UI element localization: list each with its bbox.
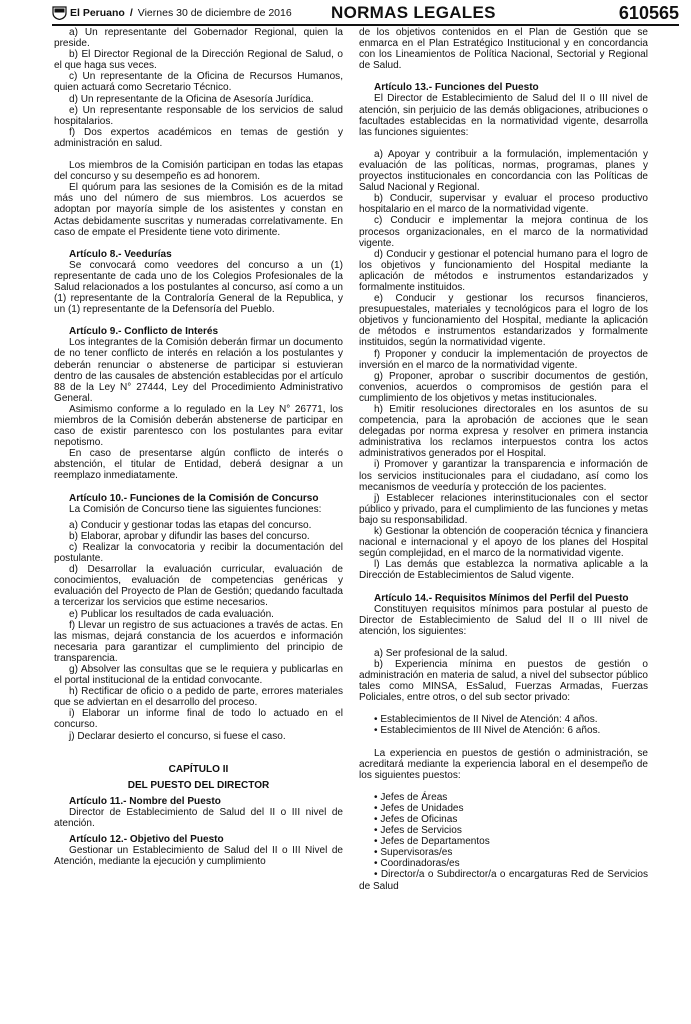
paragraph: Director de Establecimiento de Salud del II o III nivel de atención. — [54, 806, 343, 829]
coat-of-arms-icon — [52, 6, 67, 20]
function-item: d) Conducir y gestionar el potencial humano para el logro de los objetivos y funcionamiento del Hospital mediante la aplicación de métodos e instrumentos estandarizados y formalmente instituidos. — [359, 248, 648, 293]
article-10-heading: Artículo 10.- Funciones de la Comisión de Concurso — [69, 492, 319, 504]
function-item: f) Llevar un registro de sus actuaciones a través de actas. En las mismas, dejará constancia de los acuerdos e información necesaria para garantizar el cumplimiento del principio de transparencia. — [54, 619, 343, 664]
article-12-heading: Artículo 12.- Objetivo del Puesto — [69, 834, 224, 846]
function-item: g) Proponer, aprobar o suscribir documentos de gestión, convenios, acuerdos o compromisos de gestión para el cumplimiento de los objetivos y metas institucionales. — [359, 370, 648, 404]
article-14-heading: Artículo 14.- Requisitos Mínimos del Perfil del Puesto — [374, 592, 629, 604]
list-item: • Jefes de Departamentos — [359, 836, 648, 847]
function-item: c) Conducir e implementar la mejora continua de los procesos organizacionales, en el marco de la normatividad vigente. — [359, 215, 648, 249]
function-item: j) Declarar desierto el concurso, si fuese el caso. — [69, 730, 286, 742]
function-item: b) Conducir, supervisar y evaluar el proceso productivo hospitalario en el marco de la normatividad vigente. — [359, 193, 648, 216]
chapter-title: DEL PUESTO DEL DIRECTOR — [127, 779, 270, 791]
list-item: • Jefes de Unidades — [359, 803, 648, 814]
paragraph: Asimismo conforme a lo regulado en la Ley N° 26771, los miembros de la Comisión deberán abstenerse de participar en caso de existir parentesco con los postulantes para evitar nepotismo. — [54, 403, 343, 449]
commission-member-f: f) Dos expertos académicos en temas de gestión y administración en salud. — [54, 126, 343, 149]
function-item: a) Conducir y gestionar todas las etapas del concurso. — [69, 519, 312, 531]
commission-member-c: c) Un representante de la Oficina de Recursos Humanos, quien actuará como Secretario Técnico. — [54, 71, 343, 94]
commission-member-d: d) Un representante de la Oficina de Asesoría Jurídica. — [69, 93, 314, 105]
issue-date: Viernes 30 de diciembre de 2016 — [137, 7, 292, 19]
section-title: NORMAS LEGALES — [331, 3, 496, 22]
paragraph: El quórum para las sesiones de la Comisión es de la mitad más uno del número de sus miembros. Los acuerdos se adoptan por mayoría simple de los asistentes y constan en Actas debidamente suscritas y numeradas correlativamente. En caso de empate el Presidente tiene voto dirimente. — [54, 182, 343, 238]
page-header — [52, 2, 679, 26]
function-item: e) Conducir y gestionar los recursos financieros, presupuestales, materiales y tecnológicos para el logro de los objetivos y funcionamiento del Hospital, mediante la aplicación de métodos e instrumentos estandarizados y formalmente instituidos, según la normatividad vigente. — [359, 293, 648, 349]
function-item: h) Emitir resoluciones directorales en los asuntos de su competencia, para la aprobación de acciones que le sean delegadas por norma expresa y resolver en primera instancia administrativa los reclamos interpuestos contra los actos administrativos generados por el Hospital. — [359, 404, 648, 460]
requirement-item: a) Ser profesional de la salud. — [374, 647, 508, 659]
chapter-heading: CAPÍTULO II — [168, 763, 229, 775]
article-11-heading: Artículo 11.- Nombre del Puesto — [69, 795, 221, 807]
paragraph: Se convocará como veedores del concurso a un (1) representante de cada uno de los Colegios Profesionales de la Salud relacionados a los postulantes al concurso, así como a un (1) representante de la Contraloría General de la Republica, y un (1) representante de la Defensoría del Pueblo. — [54, 259, 343, 316]
list-item: • Jefes de Oficinas — [359, 814, 648, 825]
right-column — [359, 27, 648, 892]
paragraph: Los integrantes de la Comisión deberán firmar un documento de no tener conflicto de interés en relación a los postulantes y deberán renunciar o abstenerse de participar si estuvieran dentro de las causales de abstención establecidas por el artículo 88 de la Ley N° 27444, Ley del Procedimiento Administrativo General. — [54, 337, 343, 404]
function-item: k) Gestionar la obtención de cooperación técnica y financiera nacional e internacional y el apoyo de los planes del Hospital según complejidad, en el marco de la normatividad vigente. — [359, 526, 648, 560]
article-9-heading: Artículo 9.- Conflicto de Interés — [69, 326, 219, 338]
experience-years-list — [359, 714, 648, 736]
page-number: 610565 — [618, 2, 679, 23]
paragraph: Los miembros de la Comisión participan en todas las etapas del concurso y su desempeño es ad honorem. — [54, 160, 343, 183]
list-item: • Coordinadoras/es — [359, 858, 648, 869]
function-item: a) Apoyar y contribuir a la formulación, implementación y evaluación de las políticas, normas, programas, planes y proyectos institucionales en concordancia con las Políticas de Salud Nacional y Regional. — [359, 148, 648, 194]
list-item: • Jefes de Áreas — [359, 792, 648, 803]
list-item: • Establecimientos de II Nivel de Atención: 4 años. — [359, 714, 648, 725]
paragraph: La Comisión de Concurso tiene las siguientes funciones: — [69, 503, 322, 515]
header-left — [52, 6, 292, 20]
list-item: • Director/a o Subdirector/a o encargaturas Red de Servicios de Salud — [359, 869, 648, 891]
article-8-heading: Artículo 8.- Veedurías — [69, 248, 172, 260]
paragraph: El Director de Establecimiento de Salud del II o III nivel de atención, sin perjuicio de las demás obligaciones, atribuciones o facultades establecidas en la normatividad vigente, desarrolla las funciones siguientes: — [359, 93, 648, 138]
paragraph: de los objetivos contenidos en el Plan de Gestión que se enmarca en el Plan Estratégico Institucional y en concordancia con los Lineamientos de Política Nacional, Sectorial y Regional de Salud. — [359, 27, 648, 72]
paragraph: La experiencia en puestos de gestión o administración, se acreditará mediante la experiencia laboral en el desempeño de los siguientes puestos: — [359, 747, 648, 781]
positions-list — [359, 792, 648, 892]
paragraph: Constituyen requisitos mínimos para postular al puesto de Director de Establecimiento de Salud del II o III nivel de atención, los siguientes: — [359, 603, 648, 637]
function-item: c) Realizar la convocatoria y recibir la documentación del postulante. — [54, 541, 343, 565]
requirement-item: b) Experiencia mínima en puestos de gestión o administración en materia de salud, a nivel del subsector público tales como MINSA, EsSalud, Fuerzas Armadas, Fuerzas Policiales, entre otros, o del sub sector privado: — [359, 658, 648, 704]
commission-member-a: a) Un representante del Gobernador Regional, quien la preside. — [54, 27, 343, 50]
function-item: b) Elaborar, aprobar y difundir las bases del concurso. — [69, 530, 310, 542]
list-item: • Supervisoras/es — [359, 847, 648, 858]
function-item: h) Rectificar de oficio o a pedido de parte, errores materiales que se adviertan en el desarrollo del proceso. — [54, 686, 343, 709]
left-column — [54, 27, 343, 867]
function-item: i) Elaborar un informe final de todo lo actuado en el concurso. — [54, 708, 343, 731]
header-separator: / — [129, 7, 133, 19]
function-item: g) Absolver las consultas que se le requiera y publicarlas en el portal institucional de la entidad convocante. — [54, 663, 343, 687]
commission-member-b: b) El Director Regional de la Dirección Regional de Salud, o el que haga sus veces. — [54, 49, 343, 72]
function-item: e) Publicar los resultados de cada evaluación. — [69, 608, 274, 620]
list-item: • Jefes de Servicios — [359, 825, 648, 836]
function-item: d) Desarrollar la evaluación curricular, evaluación de conocimientos, evaluación de competencias genéricas y evaluación del Proyecto de Plan de Gestión; quedando facultada a tercerizar los servicios que estime necesarios. — [54, 564, 343, 609]
commission-member-e: e) Un representante responsable de los servicios de salud hospitalarios. — [54, 104, 343, 127]
function-item: l) Las demás que establezca la normativa aplicable a la Dirección de Establecimientos de Salud vigente. — [359, 559, 648, 582]
publication-name: El Peruano — [70, 7, 125, 19]
function-item: f) Proponer y conducir la implementación de proyectos de inversión en el marco de la normatividad vigente. — [359, 348, 648, 371]
paragraph: Gestionar un Establecimiento de Salud del II o III Nivel de Atención, mediante la ejecución y cumplimiento — [54, 845, 343, 868]
paragraph: En caso de presentarse algún conflicto de interés o abstención, el titular de Entidad, deberá designar a un reemplazo inmediatamente. — [54, 448, 343, 482]
function-item: j) Establecer relaciones interinstitucionales con el sector público y privado, para el cumplimiento de las funciones y metas bajo su responsabilidad. — [359, 492, 648, 526]
article-13-heading: Artículo 13.- Funciones del Puesto — [374, 82, 539, 94]
function-item: i) Promover y garantizar la transparencia e información de los servicios institucionales para el ciudadano, así como los mecanismos de veeduría y protección de los pacientes. — [359, 459, 648, 493]
list-item: • Establecimientos de III Nivel de Atención: 6 años. — [359, 725, 648, 736]
